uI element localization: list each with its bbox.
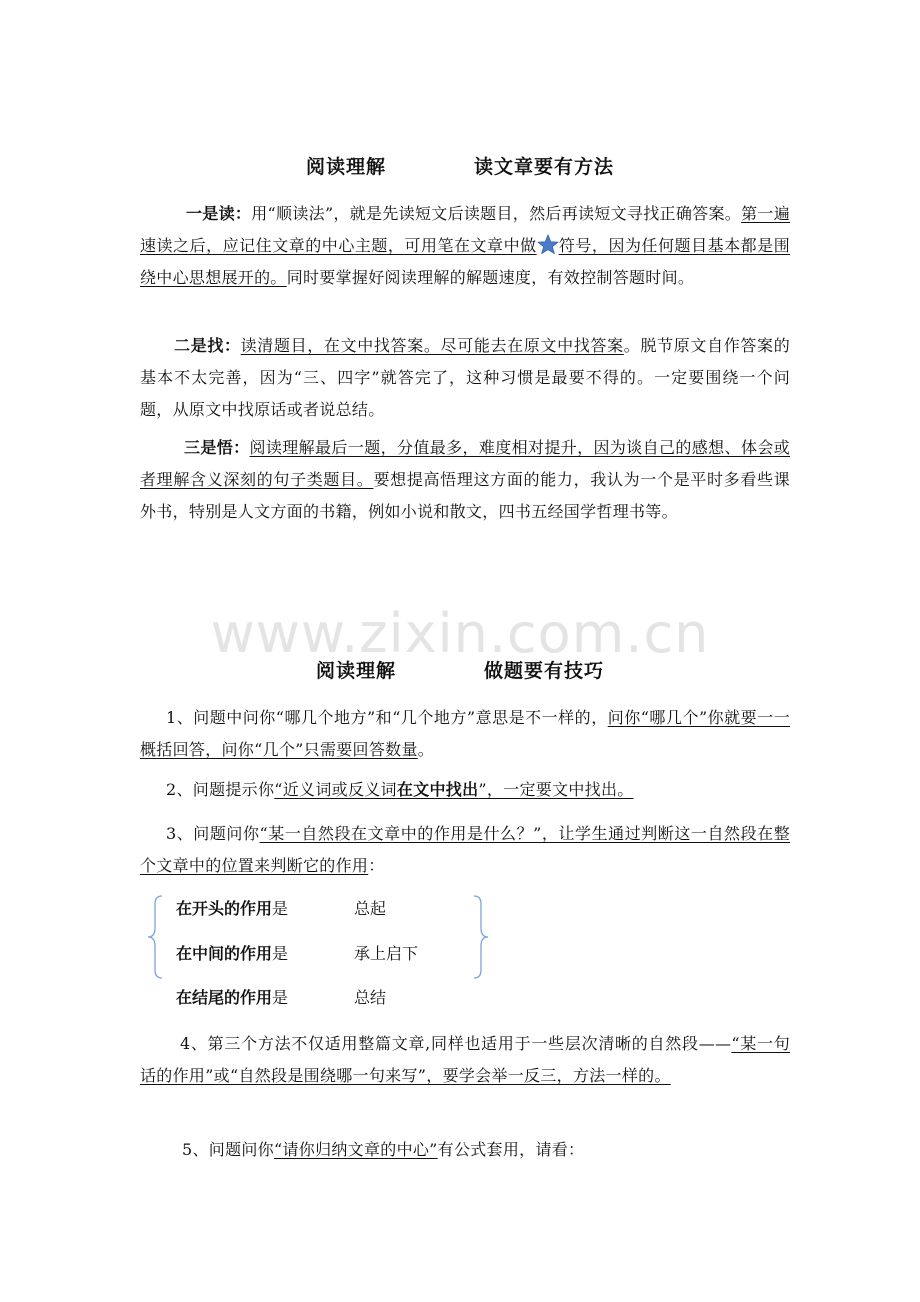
item4-text1: 4、第三个方法不仅适用整篇文章,同样也适用于一些层次清晰的自然段—— bbox=[180, 1034, 732, 1053]
paragraph-find bbox=[140, 330, 790, 426]
role-value: 总起 bbox=[354, 899, 387, 918]
item2-text1: 2、问题提示你 bbox=[166, 780, 275, 799]
tip-item-2 bbox=[140, 774, 790, 806]
lead-find: 二是找： bbox=[174, 336, 241, 355]
item2-underline2: ”，一定要文中找出。 bbox=[478, 780, 634, 799]
left-brace-icon bbox=[146, 894, 166, 980]
item3-text1: 3、问题问你 bbox=[166, 824, 260, 843]
item5-underline1: “请你归纳文章的中心” bbox=[273, 1140, 438, 1159]
role-row-end bbox=[176, 985, 387, 1011]
p1-text1: 用“顺读法”，就是先读短文后读题目，然后再读短文寻找正确答案。 bbox=[251, 204, 742, 223]
star-icon bbox=[537, 234, 559, 254]
section2-title-left: 阅读理解 bbox=[315, 660, 396, 682]
paragraph-understand bbox=[140, 432, 790, 528]
paragraph-read bbox=[140, 198, 790, 294]
role-value: 总结 bbox=[354, 988, 387, 1007]
item5-text2: 有公式套用，请看： bbox=[437, 1140, 585, 1159]
role-key: 在开头的作用 bbox=[176, 899, 273, 918]
tip-item-3 bbox=[140, 818, 790, 882]
tip-item-4 bbox=[140, 1028, 790, 1092]
section1-title bbox=[0, 152, 920, 179]
p2-underline1: 读清题目，在文中找答案。尽可能去在原文中找答案 bbox=[240, 336, 624, 355]
role-is: 是 bbox=[272, 899, 289, 918]
section2-title-right: 做题要有技巧 bbox=[484, 660, 605, 682]
p1-text2: 同时要掌握好阅读理解的解题速度，有效控制答题时间。 bbox=[286, 268, 695, 287]
item5-text1: 5、问题问你 bbox=[182, 1140, 274, 1159]
role-row-start bbox=[176, 896, 387, 922]
lead-understand: 三是悟： bbox=[184, 438, 250, 457]
role-value: 承上启下 bbox=[354, 944, 419, 963]
item2-underline1: “近义词或反义词 bbox=[274, 780, 397, 799]
p1-underline1: 第一遍速读之后，应记住文章的中心主题，可用笔在文章中做 bbox=[140, 204, 790, 255]
item1-text1: 1、问题中问你“哪几个地方”和“几个地方”意思是不一样的， bbox=[166, 708, 608, 727]
lead-read: 一是读： bbox=[186, 204, 252, 223]
role-is: 是 bbox=[272, 944, 289, 963]
item2-underline-bold: 在文中找出 bbox=[396, 780, 479, 799]
p2-text1: 。脱节原文自作答案的基本不太完善，因为“三、四字”就答完了，这种习惯是最要不得的。一定要围绕一个问题，从原文中找原话或者说总结。 bbox=[140, 336, 791, 419]
role-is: 是 bbox=[272, 988, 289, 1007]
p3-underline1: 阅读理解最后一题，分值最多，难度相对提升，因为谈自己的感想、体会或者理解含义深刻的句子类题目。 bbox=[140, 438, 791, 489]
role-key: 在中间的作用 bbox=[176, 944, 273, 963]
tip-item-1 bbox=[140, 702, 790, 766]
p3-text1: 要想提高悟理这方面的能力，我认为一个是平时多看些课外书，特别是人文方面的书籍，例如小说和散文，四书五经国学哲理书等。 bbox=[140, 470, 790, 521]
right-brace-icon bbox=[470, 894, 490, 980]
p1-underline2: 符号，因为任何题目基本都是围绕中心思想展开的。 bbox=[140, 236, 791, 287]
star-icon-wrap bbox=[537, 236, 559, 255]
section1-title-left: 阅读理解 bbox=[305, 156, 386, 178]
item3-text2: ： bbox=[368, 856, 385, 875]
item1-underline1: 问你“哪几个”你就要一一概括回答，问你“几个”只需要回答数量 bbox=[140, 708, 790, 759]
section1-title-right: 读文章要有方法 bbox=[474, 156, 615, 178]
role-row-middle bbox=[176, 941, 419, 967]
item4-underline1: “某一句话的作用”或“自然段是围绕哪一句来写”，要学会举一反三，方法一样的。 bbox=[140, 1034, 790, 1085]
role-key: 在结尾的作用 bbox=[176, 988, 273, 1007]
section2-title bbox=[0, 656, 920, 683]
item1-text2: 。 bbox=[417, 740, 435, 759]
watermark: www.zixin.com.cn bbox=[210, 602, 710, 665]
item3-underline1: “某一自然段在文章中的作用是什么？”，让学生通过判断这一自然段在整个文章中的位置来判断它的作用 bbox=[140, 824, 791, 875]
tip-item-5 bbox=[140, 1134, 790, 1166]
